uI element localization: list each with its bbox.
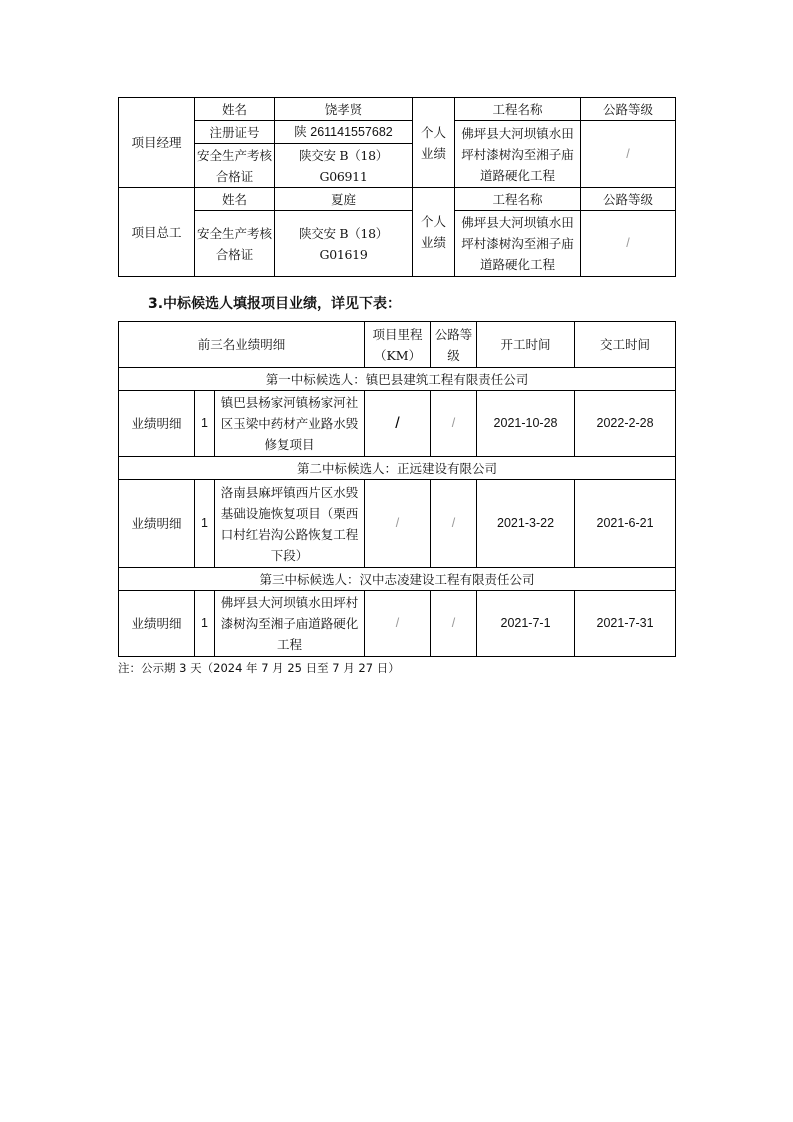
candidate-3-end: 2021-7-31: [575, 591, 676, 657]
header-mileage: 项目里程（KM）: [365, 322, 431, 368]
candidate-3-project: 佛坪县大河坝镇水田坪村漆树沟至湘子庙道路硬化工程: [215, 591, 365, 657]
candidate-3-grade: /: [431, 591, 477, 657]
candidate-2-index: 1: [195, 480, 215, 568]
candidate-2-project: 洛南县麻坪镇西片区水毁基础设施恢复项目（栗西口村红岩沟公路恢复工程下段）: [215, 480, 365, 568]
candidate-2-end: 2021-6-21: [575, 480, 676, 568]
publicity-note: 注：公示期 3 天（2024 年 7 月 25 日至 7 月 27 日）: [118, 661, 400, 675]
manager-grade-header: 公路等级: [581, 98, 676, 121]
manager-safety: 陕交安 B（18）G06911: [275, 144, 413, 188]
manager-cert: 陕 261141557682: [275, 121, 413, 144]
candidate-3-row-label: 业绩明细: [119, 591, 195, 657]
personnel-table: [118, 97, 676, 277]
candidate-1-row-label: 业绩明细: [119, 391, 195, 457]
chief-safety: 陕交安 B（18）G01619: [275, 211, 413, 277]
manager-cert-label: 注册证号: [195, 121, 275, 144]
candidate-2-grade: /: [431, 480, 477, 568]
manager-name-label: 姓名: [195, 98, 275, 121]
candidate-1-start: 2021-10-28: [477, 391, 575, 457]
candidate-1-end: 2022-2-28: [575, 391, 676, 457]
candidate-3-index: 1: [195, 591, 215, 657]
manager-project-header: 工程名称: [455, 98, 581, 121]
chief-project-header: 工程名称: [455, 188, 581, 211]
header-detail: 前三名业绩明细: [119, 322, 365, 368]
manager-safety-label: 安全生产考核合格证: [195, 144, 275, 188]
manager-project: 佛坪县大河坝镇水田坪村漆树沟至湘子庙道路硬化工程: [455, 121, 581, 188]
candidate-1-mileage: /: [365, 391, 431, 457]
candidate-3-start: 2021-7-1: [477, 591, 575, 657]
manager-perf-label: 个人业绩: [413, 98, 455, 188]
candidate-1-grade: /: [431, 391, 477, 457]
section-heading: 3.中标候选人填报项目业绩，详见下表：: [148, 296, 402, 312]
chief-grade-header: 公路等级: [581, 188, 676, 211]
candidate-3-title: 第三中标候选人：汉中志凌建设工程有限责任公司: [119, 568, 676, 591]
candidate-3-mileage: /: [365, 591, 431, 657]
candidate-1-project: 镇巴县杨家河镇杨家河社区玉梁中药材产业路水毁修复项目: [215, 391, 365, 457]
candidate-2-title: 第二中标候选人：正远建设有限公司: [119, 457, 676, 480]
candidate-2-mileage: /: [365, 480, 431, 568]
manager-role: 项目经理: [119, 98, 195, 188]
chief-name: 夏庭: [275, 188, 413, 211]
header-end: 交工时间: [575, 322, 676, 368]
chief-name-label: 姓名: [195, 188, 275, 211]
header-start: 开工时间: [477, 322, 575, 368]
candidate-2-row-label: 业绩明细: [119, 480, 195, 568]
header-grade: 公路等级: [431, 322, 477, 368]
candidate-2-start: 2021-3-22: [477, 480, 575, 568]
chief-project: 佛坪县大河坝镇水田坪村漆树沟至湘子庙道路硬化工程: [455, 211, 581, 277]
performance-table: [118, 321, 676, 657]
chief-grade: /: [581, 211, 676, 277]
chief-safety-label: 安全生产考核合格证: [195, 211, 275, 277]
chief-perf-label: 个人业绩: [413, 188, 455, 277]
manager-name: 饶孝贤: [275, 98, 413, 121]
candidate-1-index: 1: [195, 391, 215, 457]
candidate-1-title: 第一中标候选人：镇巴县建筑工程有限责任公司: [119, 368, 676, 391]
manager-grade: /: [581, 121, 676, 188]
chief-role: 项目总工: [119, 188, 195, 277]
